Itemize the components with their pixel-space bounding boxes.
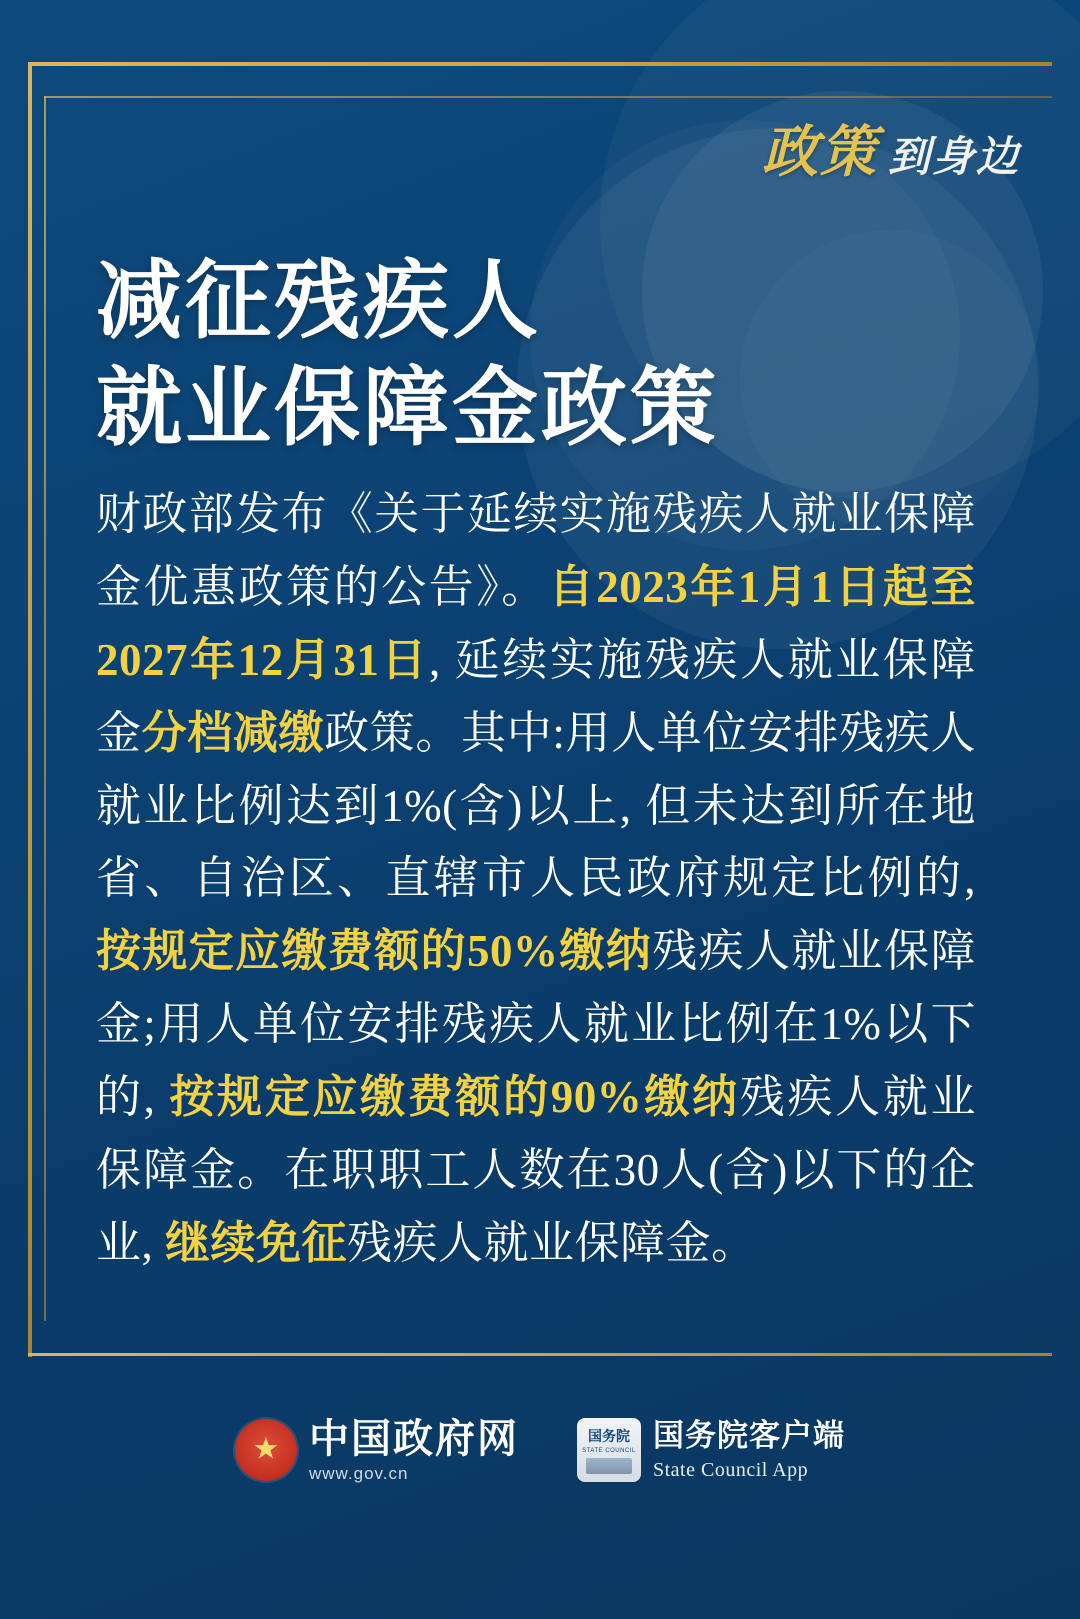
page-title-line-1: 减征残疾人	[96, 252, 541, 349]
frame-line-left-inner	[44, 96, 46, 1321]
gov-text-block	[309, 1418, 519, 1483]
body-segment: 政策。其中:用人单位安排残疾人就业比例达到1%(含)以上, 但未达到所在地省、自治区、直辖市人民政府规定比例的,	[96, 707, 976, 904]
body-highlight-segment: 按规定应缴费额的50%缴纳	[96, 926, 653, 977]
brand-banner	[762, 108, 1020, 188]
body-highlight-segment: 分档减缴	[141, 707, 325, 758]
page-title	[96, 248, 896, 463]
policy-body-text	[96, 478, 976, 1280]
app-badge-line-2: STATE COUNCIL	[582, 1448, 636, 1455]
brand-main-text: 政策	[761, 122, 878, 184]
app-name: 国务院客户端	[653, 1418, 845, 1454]
state-council-app-icon	[577, 1418, 641, 1482]
body-segment: 财政部发布《关于延续实施残疾人就业保障金优惠政策的公告》。	[96, 489, 976, 612]
footer-logos	[0, 1418, 1080, 1483]
app-badge-bar	[586, 1458, 632, 1474]
app-logo-block[interactable]	[577, 1418, 845, 1482]
body-highlight-segment: 按规定应缴费额的90%缴纳	[169, 1072, 740, 1123]
national-emblem-icon	[235, 1419, 297, 1481]
app-name-en: State Council App	[653, 1459, 809, 1482]
body-segment: 残疾人就业保障金。	[347, 1217, 757, 1268]
gov-logo-block[interactable]	[235, 1418, 519, 1483]
body-segment: , 延续实施残疾人就业保障金	[96, 634, 976, 758]
brand-sub-text: 到身边	[887, 135, 1020, 181]
gov-site-url: www.gov.cn	[309, 1464, 409, 1483]
body-segment: 残疾人就业保障金。在职职工人数在30人(含)以下的企业,	[96, 1072, 976, 1268]
body-highlight-segment: 继续免征	[165, 1217, 348, 1268]
frame-line-top-inner	[44, 96, 1052, 98]
frame-line-left	[28, 62, 32, 1357]
app-badge-line-1: 国务院	[588, 1428, 630, 1445]
body-highlight-segment: 自2023年1月1日起至2027年12月31日	[96, 561, 976, 685]
frame-line-bottom	[28, 1353, 1052, 1356]
page-title-line-2: 就业保障金政策	[96, 360, 719, 457]
body-segment: 残疾人就业保障金;用人单位安排残疾人就业比例在1%以下的,	[96, 926, 976, 1123]
app-text-block	[653, 1419, 845, 1481]
gov-site-name: 中国政府网	[309, 1417, 519, 1461]
frame-line-top	[28, 62, 1052, 66]
